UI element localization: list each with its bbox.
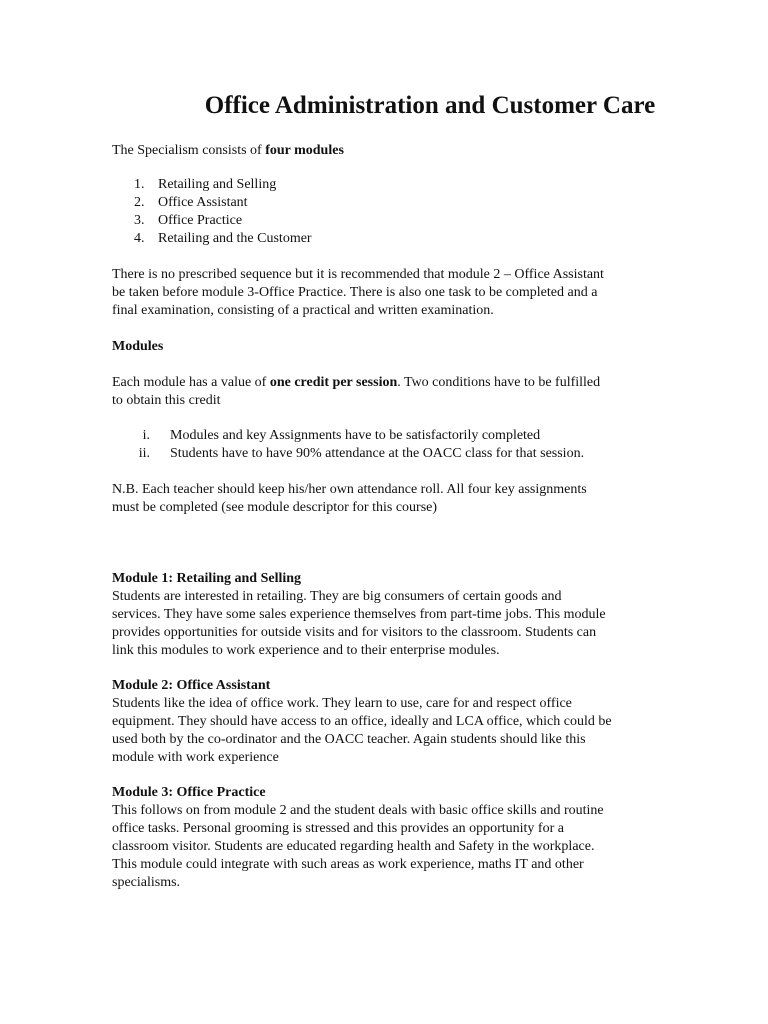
module1-line: provides opportunities for outside visits and for visitors to the classroom. Students can <box>112 625 597 640</box>
module2-line: used both by the co-ordinator and the OACC teacher. Again students should like this <box>112 732 586 747</box>
intro-paragraph <box>112 142 672 160</box>
intro-bold: four modules <box>265 143 344 158</box>
list-number: 2. <box>134 195 145 210</box>
module1-line: services. They have some sales experience themselves from part-time jobs. This module <box>112 607 606 622</box>
list-number: ii. <box>138 446 150 461</box>
list-text: Retailing and Selling <box>158 177 277 192</box>
nb-paragraph <box>112 481 672 517</box>
module1-section <box>112 570 672 660</box>
module3-line: This follows on from module 2 and the student deals with basic office skills and routine <box>112 803 604 818</box>
list-number: 1. <box>134 177 145 192</box>
list-text: Office Assistant <box>158 195 248 210</box>
list-number: 3. <box>134 213 145 228</box>
module3-section <box>112 784 672 892</box>
list-item <box>112 176 312 194</box>
sequence-line-2: be taken before module 3-Office Practice. There is also one task to be completed and a <box>112 285 598 300</box>
sequence-paragraph <box>112 266 672 320</box>
list-item <box>112 230 312 248</box>
list-item <box>112 445 584 463</box>
list-number: 4. <box>134 231 145 246</box>
credit-text-post: . Two conditions have to be fulfilled <box>397 375 601 390</box>
list-text: Retailing and the Customer <box>158 231 312 246</box>
list-text: Office Practice <box>158 213 243 228</box>
module3-heading: Module 3: Office Practice <box>112 785 266 800</box>
credit-text-pre: Each module has a value of <box>112 375 270 390</box>
module3-line: classroom visitor. Students are educated regarding health and Safety in the workplace. <box>112 839 595 854</box>
module3-line: office tasks. Personal grooming is stressed and this provides an opportunity for a <box>112 821 564 836</box>
nb-line-2: must be completed (see module descriptor for this course) <box>112 500 438 515</box>
credit-text-bold: one credit per session <box>269 375 398 390</box>
list-number: i. <box>142 428 150 443</box>
module2-line: module with work experience <box>112 750 279 765</box>
list-item <box>112 194 312 212</box>
credit-paragraph <box>112 374 672 410</box>
module2-line: Students like the idea of office work. They learn to use, care for and respect office <box>112 696 572 711</box>
module-list <box>112 176 312 248</box>
module3-line: specialisms. <box>112 875 181 890</box>
module2-heading: Module 2: Office Assistant <box>112 678 271 693</box>
sequence-line-3: final examination, consisting of a practical and written examination. <box>112 303 494 318</box>
modules-heading-text: Modules <box>112 339 164 354</box>
conditions-list <box>112 427 584 463</box>
document-title: Office Administration and Customer Care <box>204 92 656 119</box>
list-text: Modules and key Assignments have to be satisfactorily completed <box>170 428 541 443</box>
module2-section <box>112 677 672 767</box>
nb-line-1: N.B. Each teacher should keep his/her own attendance roll. All four key assignments <box>112 482 587 497</box>
list-item <box>112 212 312 230</box>
sequence-line-1: There is no prescribed sequence but it is recommended that module 2 – Office Assistant <box>112 267 604 282</box>
module2-line: equipment. They should have access to an office, ideally and LCA office, which could be <box>112 714 612 729</box>
credit-line-2: to obtain this credit <box>112 393 221 408</box>
intro-text: The Specialism consists of <box>112 143 266 158</box>
module3-line: This module could integrate with such areas as work experience, maths IT and other <box>112 857 584 872</box>
list-text: Students have to have 90% attendance at the OACC class for that session. <box>170 446 585 461</box>
list-item <box>112 427 584 445</box>
module1-line: Students are interested in retailing. They are big consumers of certain goods and <box>112 589 562 604</box>
module1-line: link this modules to work experience and to their enterprise modules. <box>112 643 500 658</box>
module1-heading: Module 1: Retailing and Selling <box>112 571 302 586</box>
modules-heading <box>112 338 672 356</box>
